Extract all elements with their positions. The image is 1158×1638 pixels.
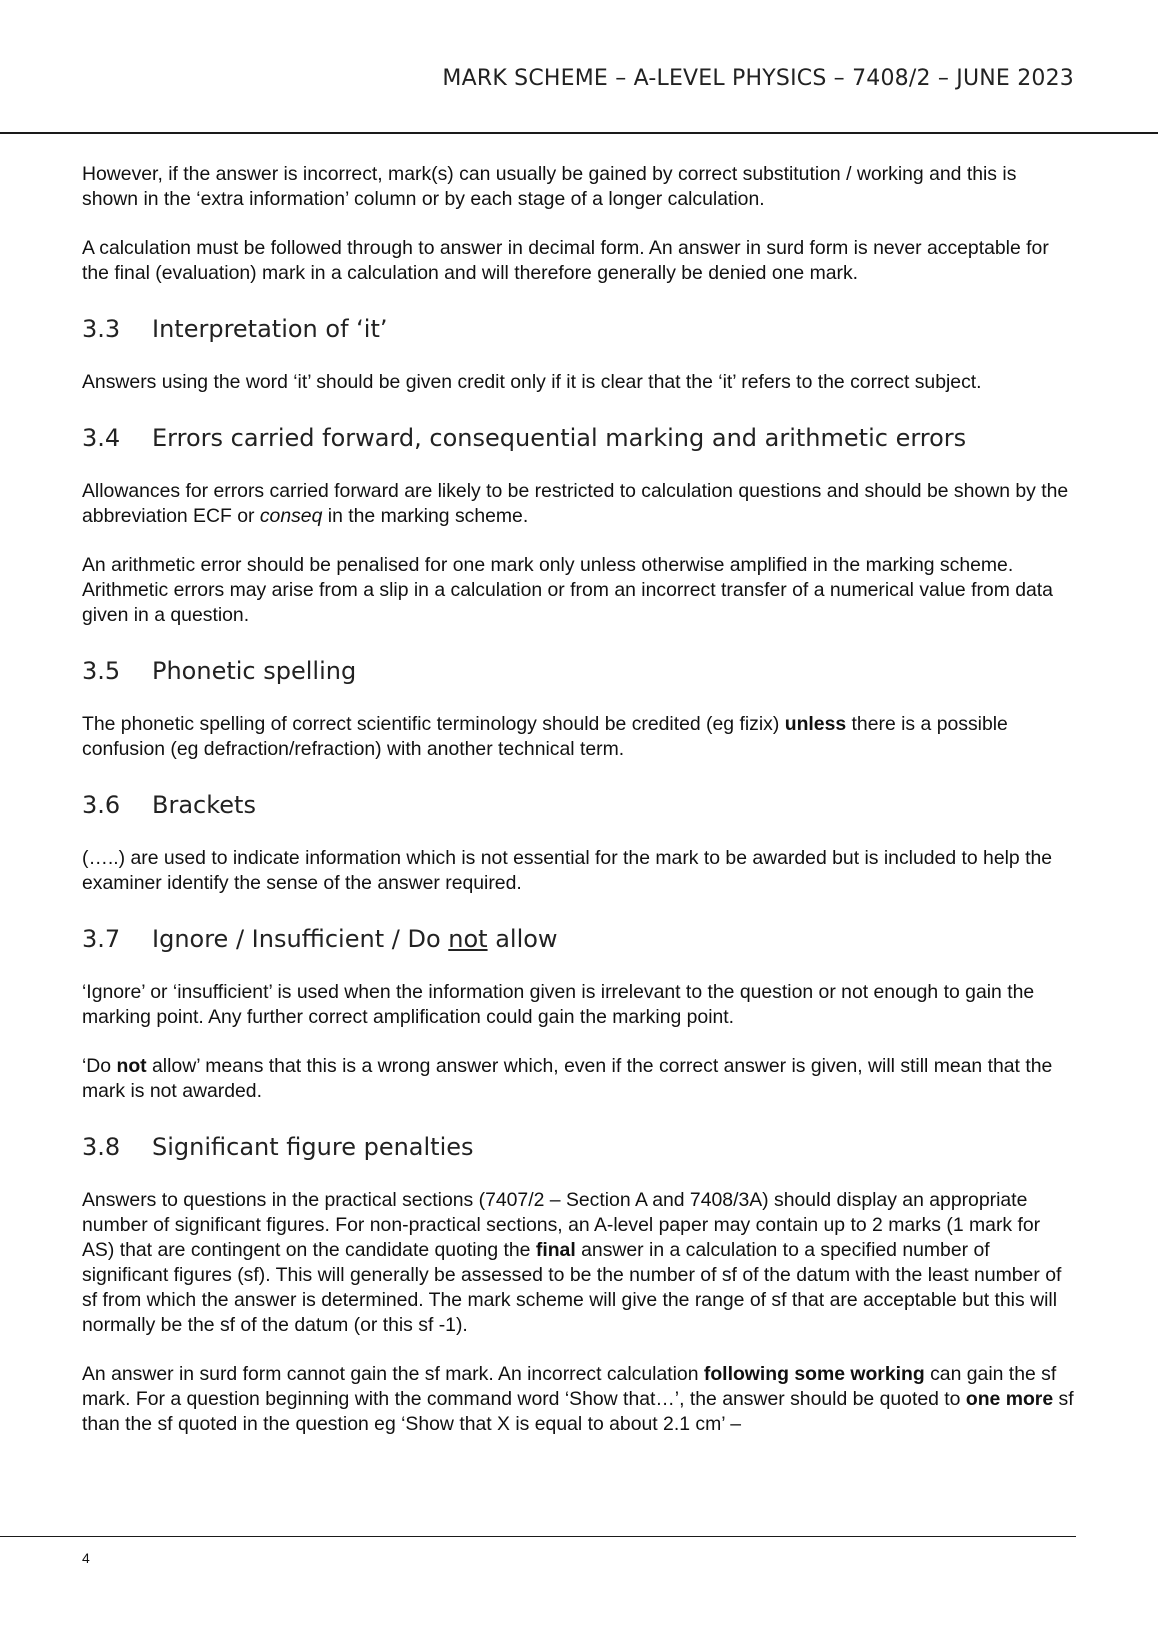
section-number: 3.3 bbox=[82, 315, 121, 343]
section-title: Errors carried forward, consequential marking and arithmetic errors bbox=[152, 424, 967, 452]
section-number: 3.5 bbox=[82, 657, 121, 685]
section-title bbox=[152, 925, 558, 953]
text-run: An answer in surd form cannot gain the sf mark. An incorrect calculation bbox=[82, 1363, 704, 1385]
section-3-7-paragraph-1: ‘Ignore’ or ‘insufficient’ is used when the information given is irrelevant to the question or not enough to gain the marking point. Any further correct amplification could gain the marking point. bbox=[82, 981, 1035, 1028]
section-title: Phonetic spelling bbox=[152, 657, 357, 685]
section-number: 3.7 bbox=[82, 925, 121, 953]
section-title: Significant figure penalties bbox=[152, 1133, 474, 1161]
text-run: can gain the sf mark. For a question beginning with the command word ‘Show that…’, the answer should be quoted to bbox=[82, 1363, 1057, 1410]
text-run: Ignore / Insufficient / Do bbox=[152, 925, 449, 953]
section-heading-3-4 bbox=[82, 423, 1076, 453]
section-heading-3-5 bbox=[82, 656, 1076, 686]
text-run: sf than the sf quoted in the question eg ‘Show that X is equal to about 2.1 cm’ – bbox=[82, 1388, 1074, 1435]
intro-paragraph-1: However, if the answer is incorrect, mark(s) can usually be gained by correct substitution / working and this is shown in the ‘extra information’ column or by each stage of a longer calculation. bbox=[82, 163, 1017, 210]
section-3-3-paragraph: Answers using the word ‘it’ should be given credit only if it is clear that the ‘it’ refers to the correct subject. bbox=[82, 371, 982, 393]
section-3-6-paragraph: (…..) are used to indicate information which is not essential for the mark to be awarded but is included to help the examiner identify the sense of the answer required. bbox=[82, 847, 1053, 894]
text-run: answer in a calculation to a specified number of significant figures (sf). This will generally be assessed to be the number of sf of the datum with the least number of sf from which the answer is determined. The mark scheme will give the range of sf that are acceptable but this will normally be the sf of the datum (or this sf -1). bbox=[82, 1239, 1062, 1336]
section-title: Brackets bbox=[152, 791, 256, 819]
page-number: 4 bbox=[82, 1550, 90, 1566]
section-heading-3-3 bbox=[82, 314, 1076, 344]
running-header: MARK SCHEME – A-LEVEL PHYSICS – 7408/2 – JUNE 2023 bbox=[442, 66, 1074, 91]
bold-term: final bbox=[535, 1239, 576, 1261]
section-3-7-paragraph-2 bbox=[82, 1054, 1076, 1104]
intro-paragraph-2: A calculation must be followed through to answer in decimal form. An answer in surd form is never acceptable for the final (evaluation) mark in a calculation and will therefore generally be denied one mark. bbox=[82, 237, 1049, 284]
section-3-5-paragraph bbox=[82, 712, 1076, 762]
text-run: ‘Do bbox=[82, 1055, 117, 1077]
text-run: The phonetic spelling of correct scientific terminology should be credited (eg fizix) bbox=[82, 713, 785, 735]
text-run: allow bbox=[487, 925, 558, 953]
italic-term: conseq bbox=[259, 505, 323, 527]
underlined-term: not bbox=[448, 925, 488, 953]
section-number: 3.4 bbox=[82, 424, 121, 452]
header-divider bbox=[0, 132, 1158, 134]
section-number: 3.8 bbox=[82, 1133, 121, 1161]
bold-term: one more bbox=[965, 1388, 1054, 1410]
text-run: there is a possible confusion (eg defraction/refraction) with another technical term. bbox=[82, 713, 1008, 760]
bold-term: following some working bbox=[703, 1363, 925, 1385]
section-title: Interpretation of ‘it’ bbox=[152, 315, 388, 343]
bold-term: not bbox=[116, 1055, 147, 1077]
bold-term: unless bbox=[784, 713, 847, 735]
footer-divider bbox=[0, 1536, 1076, 1537]
text-run: allow’ means that this is a wrong answer which, even if the correct answer is given, will still mean that the mark is not awarded. bbox=[82, 1055, 1053, 1102]
document-body bbox=[82, 162, 1076, 1461]
section-number: 3.6 bbox=[82, 791, 121, 819]
text-run: in the marking scheme. bbox=[322, 505, 529, 527]
section-3-4-paragraph-1 bbox=[82, 479, 1076, 529]
section-heading-3-8 bbox=[82, 1132, 1076, 1162]
section-heading-3-6 bbox=[82, 790, 1076, 820]
text-run: Answers to questions in the practical sections (7407/2 – Section A and 7408/3A) should display an appropriate number of significant figures. For non-practical sections, an A-level paper may contain up to 2 marks (1 mark for AS) that are contingent on the candidate quoting the bbox=[82, 1189, 1041, 1261]
section-3-4-paragraph-2: An arithmetic error should be penalised for one mark only unless otherwise amplified in the marking scheme. Arithmetic errors may arise from a slip in a calculation or from an incorrect transfer of a numerical value from data given in a question. bbox=[82, 554, 1053, 626]
text-run: Allowances for errors carried forward are likely to be restricted to calculation questions and should be shown by the abbreviation ECF or bbox=[82, 480, 1069, 527]
section-3-8-paragraph-2 bbox=[82, 1362, 1076, 1437]
section-heading-3-7 bbox=[82, 924, 1076, 954]
section-3-8-paragraph-1 bbox=[82, 1188, 1076, 1338]
